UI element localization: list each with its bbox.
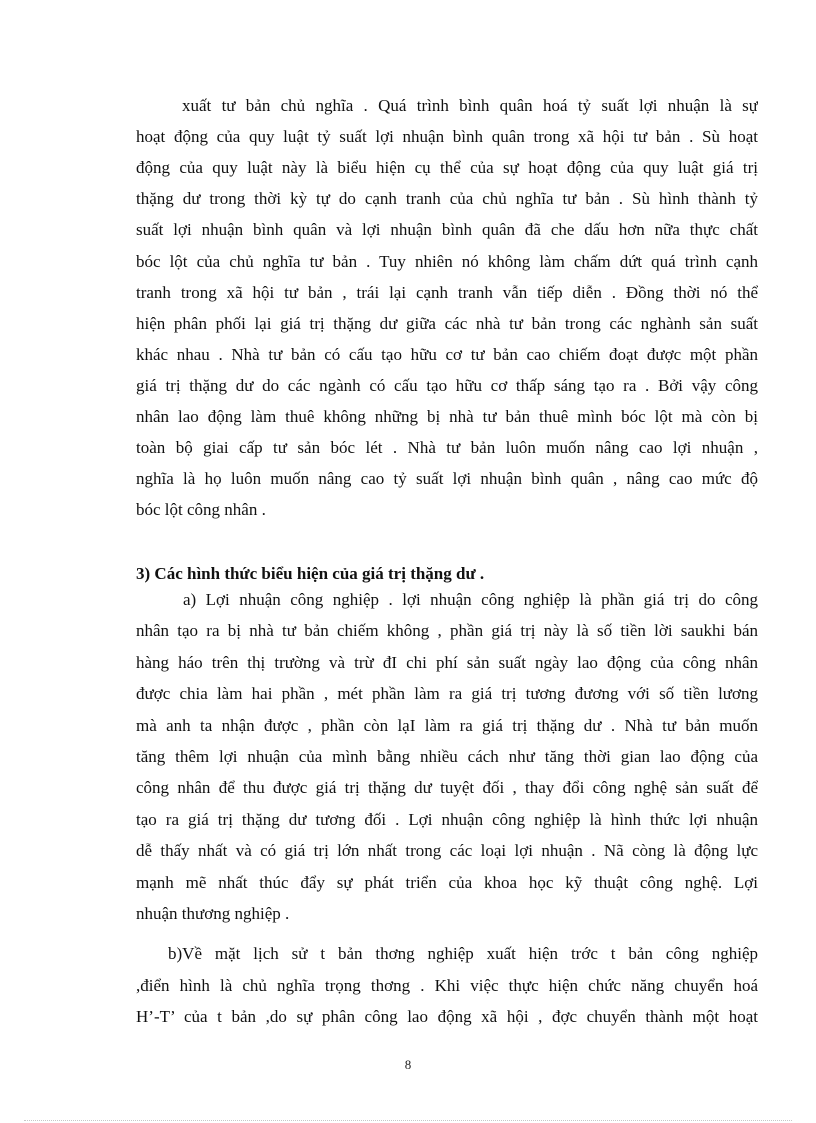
- text-line: mà anh ta nhận được , phần còn lạI làm ra giá trị thặng dư . Nhà tư bản muốn: [136, 715, 758, 735]
- text-line: công nhân để thu được giá trị thặng dư tuyệt đối , thay đổi công nghệ sản suất để: [136, 778, 758, 798]
- text-line: bóc lột của chủ nghĩa tư bản . Tuy nhiên nó không làm chấm dứt quá trình cạnh: [136, 251, 758, 271]
- text-line: nhuận thương nghiệp .: [136, 904, 290, 923]
- text-line: hàng háo trên thị trường và trừ đI chi phí sản suất ngày lao động của công nhân: [136, 652, 758, 672]
- text-line: tăng thêm lợi nhuận của mình bằng nhiều cách như tăng thời gian lao động của: [136, 747, 758, 766]
- footer-divider: [24, 1120, 792, 1121]
- text-line: nhân tạo ra bị nhà tư bản chiếm không , phần giá trị này là số tiền lời saukhi bán: [136, 621, 758, 641]
- text-line: b)Về mặt lịch sử t bản thơng nghiệp xuất hiện trớc t bản công nghiệp: [168, 944, 758, 963]
- text-line: dễ thấy nhất và có giá trị lớn nhất trong các loại lợi nhuận . Nã còng là động lực: [136, 841, 758, 861]
- text-line: nhân lao động làm thuê không những bị nhà tư bản thuê mình bóc lột mà còn bị: [136, 407, 758, 426]
- text-line: mạnh mẽ nhất thúc đẩy sự phát triển của khoa học kỹ thuật công nghệ. Lợi: [136, 872, 758, 892]
- text-line: nghĩa là họ luôn muốn nâng cao tỷ suất lợi nhuận bình quân , nâng cao mức độ: [136, 469, 758, 489]
- section-heading: 3) Các hình thức biểu hiện của giá trị thặng dư .: [136, 564, 485, 583]
- text-line: xuất tư bản chủ nghĩa . Quá trình bình quân hoá tỷ suất lợi nhuận là sự: [182, 96, 758, 115]
- text-line: tạo ra giá trị thặng dư tương đối . Lợi nhuận công nghiệp là hình thức lợi nhuận: [136, 809, 758, 829]
- text-line: được chia làm hai phần , mét phần làm ra giá trị tương đương với số tiền lương: [136, 684, 758, 704]
- text-line: toàn bộ giai cấp tư sản bóc lét . Nhà tư bản luôn muốn nâng cao lợi nhuận ,: [136, 438, 758, 458]
- text-line: giá trị thặng dư do các ngành có cấu tạo hữu cơ thấp sáng tạo ra . Bởi vậy công: [136, 375, 758, 395]
- text-line: tranh trong xã hội tư bản , trái lại cạnh tranh vẫn tiếp diễn . Đồng thời nó thể: [136, 282, 758, 302]
- page-number: 8: [404, 1057, 412, 1072]
- text-line: ,điển hình là chủ nghĩa trọng thơng . Khi việc thực hiện chức năng chuyển hoá: [136, 975, 758, 995]
- text-line: động của quy luật này là biểu hiện cụ thể của sự hoạt động của quy luật giá trị: [136, 158, 758, 178]
- text-line: H’-T’ của t bản ,do sự phân công lao động xã hội , đợc chuyển thành một hoạt: [136, 1007, 758, 1026]
- text-line: bóc lột công nhân .: [136, 500, 266, 520]
- text-line: a) Lợi nhuận công nghiệp . lợi nhuận công nghiệp là phần giá trị do công: [183, 590, 758, 609]
- text-line: hiện phân phối lại giá trị thặng dư giữa các nhà tư bản trong các nghành sản suất: [136, 313, 758, 333]
- text-line: thặng dư trong thời kỳ tự do cạnh tranh của chủ nghĩa tư bản . Sù hình thành tỷ: [136, 189, 758, 209]
- text-line: hoạt động của quy luật tỷ suất lợi nhuận bình quân trong xã hội tư bản . Sù hoạt: [136, 127, 758, 147]
- text-line: suất lợi nhuận bình quân và lợi nhuận bình quân đã che dấu hơn nữa thực chất: [136, 220, 758, 240]
- text-line: khác nhau . Nhà tư bản có cấu tạo hữu cơ tư bản cao chiếm đoạt được một phần: [136, 344, 758, 364]
